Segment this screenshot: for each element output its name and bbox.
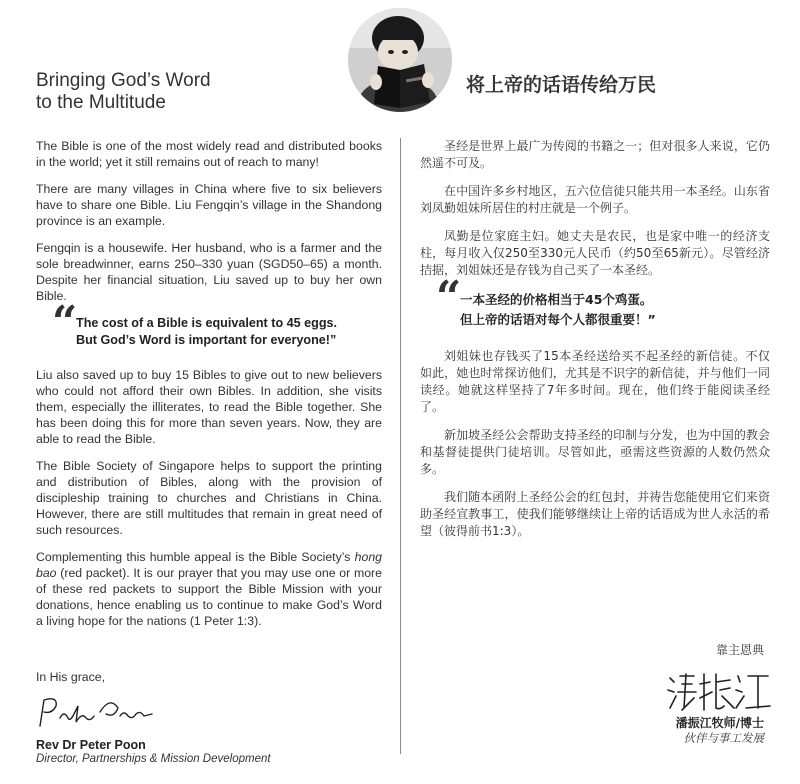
- column-divider: [400, 138, 401, 754]
- chinese-paragraph-5: 新加坡圣经公会帮助支持圣经的印制与分发，也为中国的教会和基督徒提供门徒培训。尽管如此，亟需这些资源的人数仍然众多。: [420, 428, 770, 476]
- english-paragraph-4: Liu also saved up to buy 15 Bibles to give out to new believers who could not afford their own Bibles. In addition, she visits them, especially the illiterates, to read the Bible together. She has been doing this for more than seven years. Now, they are able to read the Bible.: [36, 368, 382, 446]
- chinese-signer-name: 潘振江牧师/博士: [675, 716, 764, 730]
- english-title-line2: to the Multitude: [36, 92, 166, 113]
- chinese-column: [420, 138, 770, 551]
- chinese-closing: 靠主恩典: [715, 643, 764, 657]
- chinese-paragraph-3: 凤勤是位家庭主妇。她丈夫是农民，也是家中唯一的经济支柱，每月收入仅250至330元人民币（约50至65新元）。尽管经济拮据，刘姐妹还是存钱为自己买了一本圣经。: [420, 229, 770, 277]
- english-signature-icon: [36, 692, 156, 732]
- chinese-paragraph-6: 我们随本函附上圣经公会的红包封，并祷告您能使用它们来资助圣经宣教事工，使我们能够继续让上帝的话语成为世人永活的希望（彼得前书1:3）。: [420, 490, 770, 538]
- child-reading-bible-photo: [348, 8, 452, 112]
- english-pull-quote: [36, 297, 382, 349]
- child-reading-photo-illustration: [348, 8, 452, 112]
- quote-mark-icon: “: [52, 297, 78, 348]
- english-title: [36, 70, 336, 114]
- english-paragraph-3: Fengqin is a housewife. Her husband, who is a farmer and the sole breadwinner, earns 250–330 yuan (SGD50–65) a month. Despite her financial situation, Liu saved up to buy her own Bible.: [36, 241, 382, 303]
- chinese-title: 将上帝的话语传给万民: [466, 74, 657, 96]
- english-closing: In His grace,: [36, 670, 106, 684]
- chinese-signature-icon: [664, 668, 774, 714]
- chinese-paragraph-4: 刘姐妹也存钱买了15本圣经送给买不起圣经的新信徒。不仅如此，她也时常探访他们，尤其是不识字的新信徒，并与他们一同读经。她就这样坚持了7年多时间。现在，他们终于能阅读圣经了。: [420, 349, 770, 414]
- chinese-paragraph-2: 在中国许多乡村地区，五六位信徒只能共用一本圣经。山东省刘凤勤姐妹所居住的村庄就是一个例子。: [420, 184, 770, 215]
- english-paragraph-6-part-b: (red packet). It is our prayer that you may use one or more of these red packets to support the Bible Mission with your donations, hence enabling us to continue to make God’s Word a living hope for the nations (1 Peter 1:3).: [36, 566, 382, 628]
- english-signer-role: Director, Partnerships & Mission Development: [36, 753, 271, 765]
- english-quote-line-1: The cost of a Bible is equivalent to 45 eggs.: [76, 316, 338, 330]
- english-paragraph-1: The Bible is one of the most widely read and distributed books in the world; yet it still remains out of reach to many!: [36, 139, 382, 169]
- chinese-pull-quote: [420, 272, 770, 330]
- chinese-quote-line-1: 一本圣经的价格相当于45个鸡蛋。: [460, 292, 653, 307]
- english-paragraph-2: There are many villages in China where five to six believers have to share one Bible. Liu Fengqin’s village in the Shandong province is an example.: [36, 182, 382, 228]
- english-paragraph-6-part-a: Complementing this humble appeal is the Bible Society’s: [36, 550, 355, 564]
- chinese-paragraph-1: 圣经是世界上最广为传阅的书籍之一；但对很多人来说，它仍然遥不可及。: [420, 139, 770, 170]
- english-paragraph-6-italic: hong bao: [36, 550, 382, 580]
- quote-mark-icon: “: [436, 272, 462, 323]
- english-paragraph-6: [36, 549, 382, 629]
- chinese-signer-role: 伙伴与事工发展: [683, 731, 764, 745]
- english-signer-name: Rev Dr Peter Poon: [36, 738, 146, 752]
- english-title-line1: Bringing God’s Word: [36, 70, 211, 91]
- english-paragraph-5: The Bible Society of Singapore helps to support the printing and distribution of Bibles, along with the provision of discipleship training to churches and Christians in China. However, there are still multitudes that remain in great need of such resources.: [36, 459, 382, 537]
- chinese-quote-line-2: 但上帝的话语对每个人都很重要！”: [460, 312, 656, 327]
- english-column: [36, 138, 382, 640]
- english-quote-line-2: But God’s Word is important for everyone!”: [76, 333, 337, 347]
